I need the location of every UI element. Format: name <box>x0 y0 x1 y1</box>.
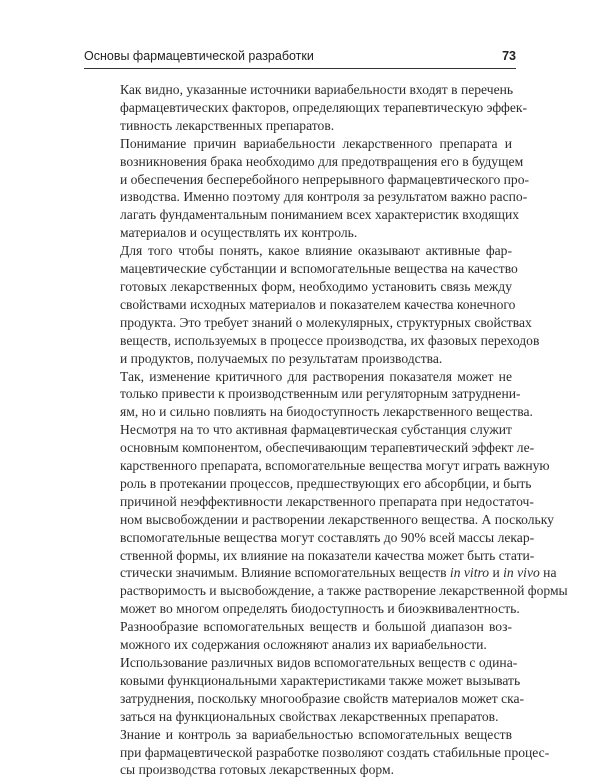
text-line: ственной формы, их влияние на показатели качества может быть стати- <box>120 547 535 563</box>
text-line: только привести к производственным или регуляторным затруднени- <box>120 386 521 402</box>
text-line: веществ, используемых в процессе производства, их фазовых переходов <box>120 332 540 348</box>
text-line: Несмотря на то что активная фармацевтическая субстанция служит <box>120 422 512 438</box>
running-header <box>84 49 516 69</box>
text-line: ном высвобождении и растворении лекарственного вещества. А поскольку <box>120 511 554 527</box>
text-line: тивность лекарственных препаратов. <box>120 117 335 133</box>
text-line: и обеспечения бесперебойного непрерывного фармацевтического про- <box>120 171 530 187</box>
page-number: 73 <box>502 49 516 63</box>
text-line: ковыми функциональными характеристиками также может вызывать <box>120 672 521 688</box>
text-line: мацевтические субстанции и вспомогательные вещества на качество <box>120 261 518 277</box>
text-line: Как видно, указанные источники вариабельности входят в перечень <box>120 82 514 97</box>
text-line: роль в протекании процессов, предшествующих его абсорбции, и быть <box>120 475 532 491</box>
text-line: можного их содержания осложняют анализ их вариабельности. <box>120 637 487 653</box>
text-line: продукта. Это требует знаний о молекулярных, структурных свойствах <box>120 314 532 330</box>
text-line: свойствами исходных материалов и показателем качества конечного <box>120 296 516 312</box>
paragraph-7 <box>88 654 525 726</box>
text-line: заться на функциональных свойствах лекарственных препаратов. <box>120 708 499 724</box>
text-line: готовых лекарственных форм, необходимо установить связь между <box>120 278 512 294</box>
text-line: Понимание причин вариабельности лекарственного препарата и <box>120 135 512 151</box>
text-line: основным компонентом, обеспечивающим терапевтический эффект ле- <box>120 440 535 456</box>
text-line: изводства. Именно поэтому для контроля за результатом важно распо- <box>120 189 528 205</box>
text-line: карственного препарата, вспомогательные вещества могут играть важную <box>120 458 550 474</box>
paragraph-3 <box>88 242 540 367</box>
paragraph-2 <box>88 135 530 242</box>
text-line: фармацевтических факторов, определяющих терапевтическую эффек- <box>120 99 528 115</box>
text-line: сы производства готовых лекарственных форм. <box>120 762 394 778</box>
text-line: лагать фундаментальным пониманием всех характеристик входящих <box>120 207 520 223</box>
text-line-with-italics <box>88 564 557 582</box>
paragraph-6 <box>88 618 512 654</box>
text-line: ям, но и сильно повлиять на биодоступность лекарственного вещества. <box>120 404 533 420</box>
body-text <box>88 81 568 779</box>
paragraph-1 <box>88 81 528 135</box>
text-line: вспомогательные вещества могут составлять до 90% всей массы лекар- <box>120 529 535 545</box>
text-line: возникновения брака необходимо для предотвращения его в будущем <box>120 153 524 169</box>
text-line: Для того чтобы понять, какое влияние оказывают активные фар- <box>120 243 512 259</box>
text-segment: на <box>539 565 557 581</box>
text-line: Знание и контроль за вариабельностью вспомогательных веществ <box>120 726 512 742</box>
text-segment: и <box>489 565 504 581</box>
text-line: может во многом определять биодоступность и биоэквивалентность. <box>120 601 520 617</box>
text-line: Использование различных видов вспомогательных веществ с одина- <box>120 655 518 670</box>
text-line: материалов и осуществлять их контроль. <box>120 225 358 241</box>
text-line: причиной неэффективности лекарственного препарата при недостаточ- <box>120 493 534 509</box>
text-line: и продуктов, получаемых по результатам производства. <box>120 350 443 366</box>
text-line: при фармацевтической разработке позволяют создать стабильные процес- <box>120 744 550 760</box>
italic-term: in vivo <box>503 565 540 581</box>
text-line: затруднения, поскольку многообразие свойств материалов может ска- <box>120 690 525 706</box>
paragraph-4 <box>88 368 533 422</box>
paragraph-8 <box>88 726 550 779</box>
italic-term: in vitro <box>449 565 490 581</box>
text-line: Так, изменение критичного для растворения показателя может не <box>120 368 512 384</box>
text-line: растворимость и высвобождение, а также растворение лекарственной формы <box>120 583 568 599</box>
text-line: Разнообразие вспомогательных веществ и большой диапазон воз- <box>120 619 512 635</box>
paragraph-5 <box>88 421 568 618</box>
running-header-title: Основы фармацевтической разработки <box>84 49 314 63</box>
header-rule <box>84 68 516 69</box>
text-segment: стически значимым. Влияние вспомогательных веществ <box>120 565 450 581</box>
